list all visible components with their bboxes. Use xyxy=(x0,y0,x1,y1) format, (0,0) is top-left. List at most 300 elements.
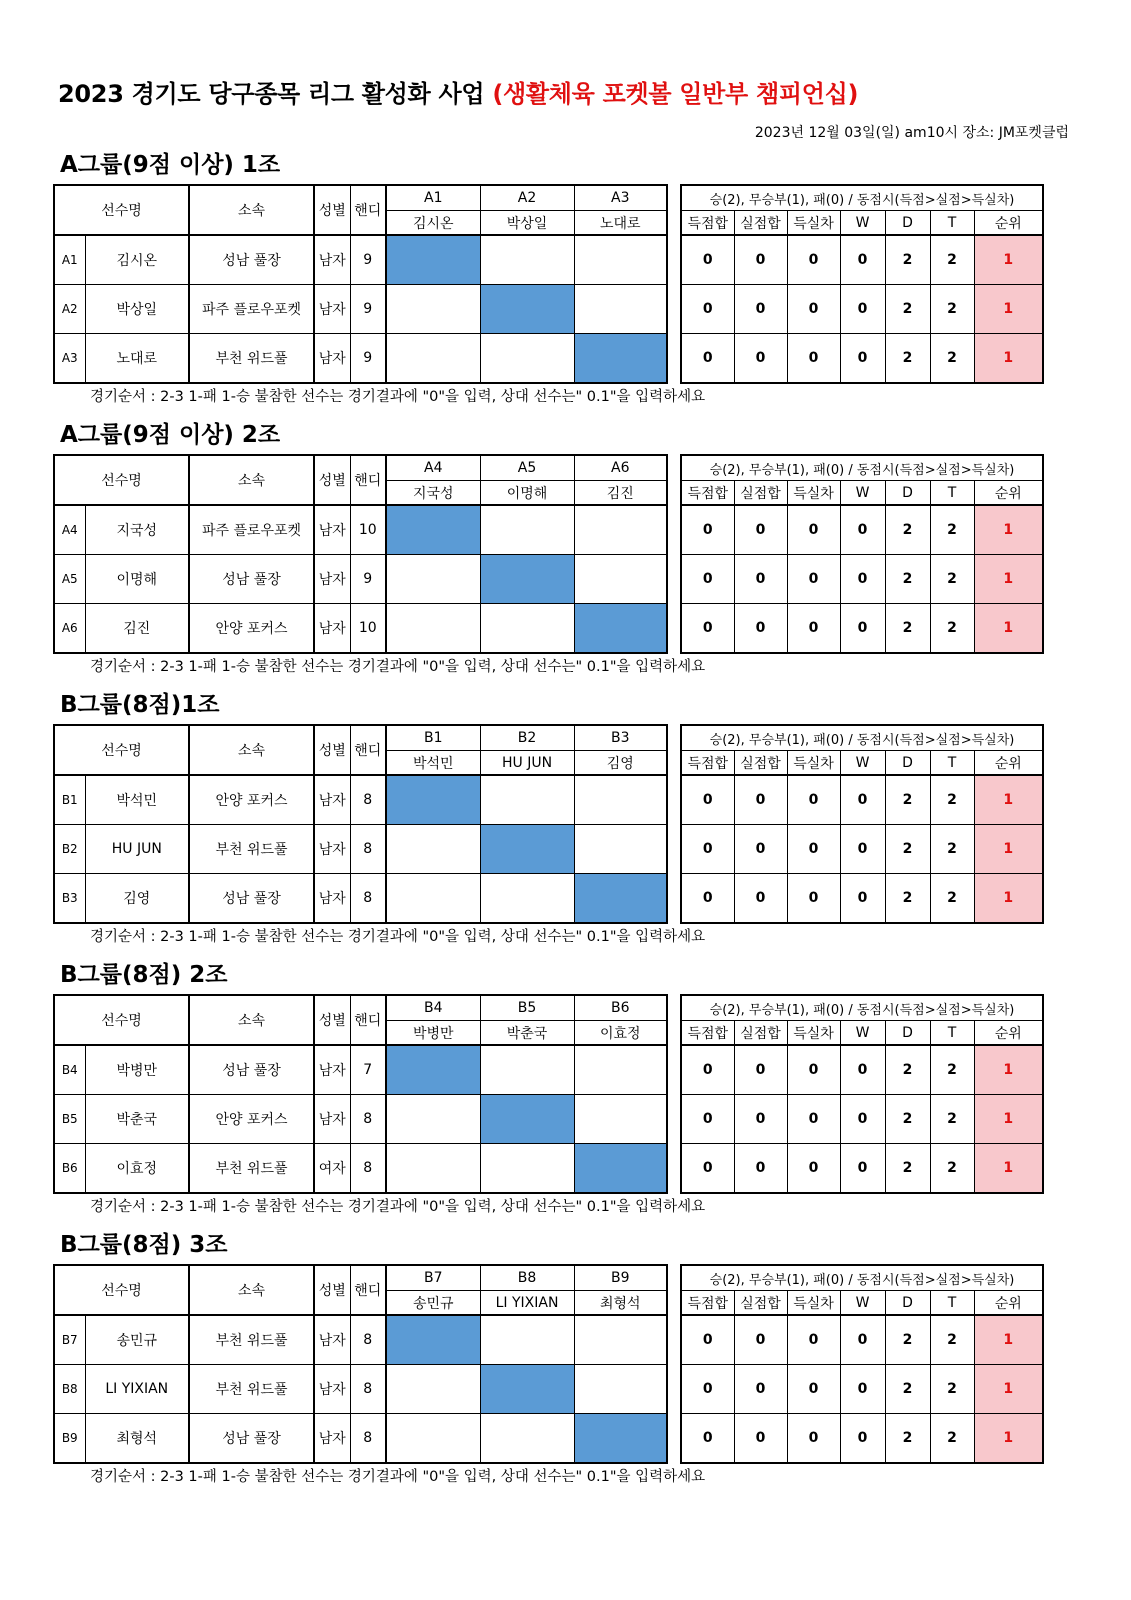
match-result-cell[interactable] xyxy=(386,285,480,334)
match-result-cell[interactable] xyxy=(480,1045,574,1095)
point-diff: 0 xyxy=(787,1365,840,1414)
player-name: 이효정 xyxy=(85,1144,189,1194)
draws: 2 xyxy=(885,285,930,334)
rank: 1 xyxy=(974,334,1043,384)
column-player-name: 김시온 xyxy=(386,211,480,236)
stats-row xyxy=(681,1095,1043,1144)
match-result-cell[interactable] xyxy=(480,604,574,654)
player-club: 성남 풀장 xyxy=(189,235,314,285)
wins: 0 xyxy=(840,334,885,384)
match-result-cell[interactable] xyxy=(574,825,667,874)
match-result-cell[interactable] xyxy=(480,1414,574,1464)
column-player-name: 이명해 xyxy=(480,481,574,506)
header-handicap: 핸디 xyxy=(350,995,386,1045)
points-against: 0 xyxy=(734,825,787,874)
header-total: T xyxy=(930,751,974,776)
rank: 1 xyxy=(974,825,1043,874)
draws: 2 xyxy=(885,1365,930,1414)
match-result-cell[interactable] xyxy=(480,505,574,555)
player-row xyxy=(54,775,667,825)
player-row xyxy=(54,874,667,924)
wins: 0 xyxy=(840,825,885,874)
draws: 2 xyxy=(885,775,930,825)
group-title: A그룹(9점 이상) 2조 xyxy=(60,422,281,448)
match-table xyxy=(53,994,668,1194)
self-match-cell xyxy=(574,1414,667,1464)
draws: 2 xyxy=(885,555,930,604)
player-name: 이명해 xyxy=(85,555,189,604)
points-against: 0 xyxy=(734,235,787,285)
header-point-diff: 득실차 xyxy=(787,751,840,776)
header-gender: 성별 xyxy=(314,725,350,775)
header-club: 소속 xyxy=(189,725,314,775)
header-gender: 성별 xyxy=(314,455,350,505)
point-diff: 0 xyxy=(787,235,840,285)
header-club: 소속 xyxy=(189,995,314,1045)
player-id: A6 xyxy=(54,604,85,654)
stats-row xyxy=(681,334,1043,384)
draws: 2 xyxy=(885,874,930,924)
header-points-against: 실점합 xyxy=(734,1021,787,1046)
point-diff: 0 xyxy=(787,874,840,924)
match-table xyxy=(53,184,668,384)
player-gender: 남자 xyxy=(314,775,350,825)
match-order-note: 경기순서 : 2-3 1-패 1-승 불참한 선수는 경기결과에 "0"을 입력, 상대 선수는" 0.1"을 입력하세요 xyxy=(90,1469,706,1485)
wins: 0 xyxy=(840,285,885,334)
header-rank: 순위 xyxy=(974,481,1043,506)
player-club: 성남 풀장 xyxy=(189,555,314,604)
header-name: 선수명 xyxy=(54,995,189,1045)
header-gender: 성별 xyxy=(314,185,350,235)
stats-row xyxy=(681,1365,1043,1414)
header-points-for: 득점합 xyxy=(681,211,734,236)
player-handicap: 8 xyxy=(350,1144,386,1194)
points-against: 0 xyxy=(734,1144,787,1194)
match-result-cell[interactable] xyxy=(386,334,480,384)
player-id: B5 xyxy=(54,1095,85,1144)
points-against: 0 xyxy=(734,555,787,604)
match-result-cell[interactable] xyxy=(574,1315,667,1365)
stats-row xyxy=(681,874,1043,924)
header-point-diff: 득실차 xyxy=(787,1021,840,1046)
point-diff: 0 xyxy=(787,285,840,334)
points-for: 0 xyxy=(681,1095,734,1144)
stats-table xyxy=(680,994,1044,1194)
stats-row xyxy=(681,285,1043,334)
points-against: 0 xyxy=(734,1365,787,1414)
header-handicap: 핸디 xyxy=(350,185,386,235)
match-result-cell[interactable] xyxy=(480,775,574,825)
column-player-name: 박석민 xyxy=(386,751,480,776)
draws: 2 xyxy=(885,235,930,285)
player-gender: 남자 xyxy=(314,235,350,285)
player-row xyxy=(54,1095,667,1144)
player-row xyxy=(54,604,667,654)
player-id: A2 xyxy=(54,285,85,334)
total: 2 xyxy=(930,1315,974,1365)
player-gender: 남자 xyxy=(314,1365,350,1414)
header-points-against: 실점합 xyxy=(734,751,787,776)
wins: 0 xyxy=(840,555,885,604)
page-title xyxy=(58,74,858,109)
column-player-name: 박상일 xyxy=(480,211,574,236)
points-for: 0 xyxy=(681,334,734,384)
draws: 2 xyxy=(885,1095,930,1144)
draws: 2 xyxy=(885,1045,930,1095)
stats-row xyxy=(681,505,1043,555)
rank: 1 xyxy=(974,505,1043,555)
stats-row xyxy=(681,604,1043,654)
column-player-name: 노대로 xyxy=(574,211,667,236)
point-diff: 0 xyxy=(787,1414,840,1464)
wins: 0 xyxy=(840,1045,885,1095)
player-name: 김진 xyxy=(85,604,189,654)
match-order-note: 경기순서 : 2-3 1-패 1-승 불참한 선수는 경기결과에 "0"을 입력, 상대 선수는" 0.1"을 입력하세요 xyxy=(90,389,706,405)
total: 2 xyxy=(930,1414,974,1464)
header-points-for: 득점합 xyxy=(681,481,734,506)
self-match-cell xyxy=(574,874,667,924)
match-result-cell[interactable] xyxy=(480,1315,574,1365)
match-result-cell[interactable] xyxy=(574,285,667,334)
rank: 1 xyxy=(974,1365,1043,1414)
player-handicap: 8 xyxy=(350,1095,386,1144)
wins: 0 xyxy=(840,1365,885,1414)
stats-row xyxy=(681,235,1043,285)
player-club: 안양 포커스 xyxy=(189,1095,314,1144)
player-club: 성남 풀장 xyxy=(189,1414,314,1464)
player-row xyxy=(54,505,667,555)
player-club: 부천 위드풀 xyxy=(189,1365,314,1414)
player-gender: 남자 xyxy=(314,1315,350,1365)
rank: 1 xyxy=(974,1095,1043,1144)
header-wins: W xyxy=(840,211,885,236)
points-against: 0 xyxy=(734,334,787,384)
stats-row xyxy=(681,1045,1043,1095)
scoring-rule: 승(2), 무승부(1), 패(0) / 동점시(득점>실점>득실차) xyxy=(681,455,1043,481)
points-for: 0 xyxy=(681,874,734,924)
player-row xyxy=(54,235,667,285)
point-diff: 0 xyxy=(787,1315,840,1365)
point-diff: 0 xyxy=(787,334,840,384)
wins: 0 xyxy=(840,775,885,825)
player-id: B4 xyxy=(54,1045,85,1095)
rank: 1 xyxy=(974,1414,1043,1464)
self-match-cell xyxy=(386,235,480,285)
match-result-cell[interactable] xyxy=(574,505,667,555)
rank: 1 xyxy=(974,1144,1043,1194)
self-match-cell xyxy=(574,604,667,654)
player-name: 최형석 xyxy=(85,1414,189,1464)
stats-row xyxy=(681,775,1043,825)
player-name: LI YIXIAN xyxy=(85,1365,189,1414)
total: 2 xyxy=(930,874,974,924)
group-title: B그룹(8점) 2조 xyxy=(60,962,228,988)
player-gender: 남자 xyxy=(314,1095,350,1144)
stats-table xyxy=(680,184,1044,384)
player-id: B3 xyxy=(54,874,85,924)
player-gender: 남자 xyxy=(314,604,350,654)
player-handicap: 8 xyxy=(350,874,386,924)
player-handicap: 8 xyxy=(350,1365,386,1414)
header-handicap: 핸디 xyxy=(350,1265,386,1315)
point-diff: 0 xyxy=(787,1095,840,1144)
header-total: T xyxy=(930,211,974,236)
player-row xyxy=(54,1315,667,1365)
scoring-rule: 승(2), 무승부(1), 패(0) / 동점시(득점>실점>득실차) xyxy=(681,1265,1043,1291)
column-player-name: HU JUN xyxy=(480,751,574,776)
player-id: B6 xyxy=(54,1144,85,1194)
player-club: 부천 위드풀 xyxy=(189,1144,314,1194)
rank: 1 xyxy=(974,1045,1043,1095)
match-result-cell[interactable] xyxy=(386,555,480,604)
match-table xyxy=(53,724,668,924)
column-player-id: A1 xyxy=(386,185,480,211)
column-player-name: 김진 xyxy=(574,481,667,506)
point-diff: 0 xyxy=(787,1144,840,1194)
point-diff: 0 xyxy=(787,775,840,825)
player-row xyxy=(54,555,667,604)
column-player-id: A5 xyxy=(480,455,574,481)
points-for: 0 xyxy=(681,1144,734,1194)
match-result-cell[interactable] xyxy=(386,1414,480,1464)
match-result-cell[interactable] xyxy=(480,874,574,924)
points-against: 0 xyxy=(734,775,787,825)
rank: 1 xyxy=(974,285,1043,334)
player-row xyxy=(54,1365,667,1414)
draws: 2 xyxy=(885,334,930,384)
point-diff: 0 xyxy=(787,555,840,604)
player-name: 박석민 xyxy=(85,775,189,825)
header-total: T xyxy=(930,1021,974,1046)
match-result-cell[interactable] xyxy=(386,1144,480,1194)
match-result-cell[interactable] xyxy=(480,334,574,384)
self-match-cell xyxy=(480,555,574,604)
match-result-cell[interactable] xyxy=(386,825,480,874)
player-club: 파주 플로우포켓 xyxy=(189,285,314,334)
header-name: 선수명 xyxy=(54,455,189,505)
self-match-cell xyxy=(386,505,480,555)
point-diff: 0 xyxy=(787,505,840,555)
player-id: B1 xyxy=(54,775,85,825)
player-gender: 남자 xyxy=(314,874,350,924)
player-row xyxy=(54,1045,667,1095)
stats-row xyxy=(681,555,1043,604)
points-for: 0 xyxy=(681,505,734,555)
header-points-for: 득점합 xyxy=(681,1021,734,1046)
draws: 2 xyxy=(885,825,930,874)
column-player-id: B7 xyxy=(386,1265,480,1291)
self-match-cell xyxy=(574,334,667,384)
column-player-name: 박춘국 xyxy=(480,1021,574,1046)
header-handicap: 핸디 xyxy=(350,455,386,505)
match-result-cell[interactable] xyxy=(480,235,574,285)
player-club: 부천 위드풀 xyxy=(189,825,314,874)
points-for: 0 xyxy=(681,825,734,874)
header-name: 선수명 xyxy=(54,725,189,775)
header-points-against: 실점합 xyxy=(734,211,787,236)
match-result-cell[interactable] xyxy=(574,1045,667,1095)
match-table xyxy=(53,454,668,654)
player-id: A4 xyxy=(54,505,85,555)
column-player-id: B2 xyxy=(480,725,574,751)
match-result-cell[interactable] xyxy=(574,555,667,604)
total: 2 xyxy=(930,334,974,384)
self-match-cell xyxy=(574,1144,667,1194)
player-name: HU JUN xyxy=(85,825,189,874)
self-match-cell xyxy=(480,285,574,334)
points-for: 0 xyxy=(681,235,734,285)
points-against: 0 xyxy=(734,874,787,924)
player-name: 김영 xyxy=(85,874,189,924)
rank: 1 xyxy=(974,874,1043,924)
player-handicap: 9 xyxy=(350,285,386,334)
points-for: 0 xyxy=(681,775,734,825)
group-title: B그룹(8점) 3조 xyxy=(60,1232,228,1258)
points-for: 0 xyxy=(681,1315,734,1365)
column-player-id: B9 xyxy=(574,1265,667,1291)
self-match-cell xyxy=(386,1315,480,1365)
column-player-name: 최형석 xyxy=(574,1291,667,1316)
wins: 0 xyxy=(840,874,885,924)
wins: 0 xyxy=(840,1095,885,1144)
draws: 2 xyxy=(885,604,930,654)
player-row xyxy=(54,1144,667,1194)
rank: 1 xyxy=(974,1315,1043,1365)
header-wins: W xyxy=(840,1291,885,1316)
column-player-id: B4 xyxy=(386,995,480,1021)
match-result-cell[interactable] xyxy=(574,235,667,285)
total: 2 xyxy=(930,1144,974,1194)
points-for: 0 xyxy=(681,604,734,654)
wins: 0 xyxy=(840,1414,885,1464)
point-diff: 0 xyxy=(787,1045,840,1095)
scoring-rule: 승(2), 무승부(1), 패(0) / 동점시(득점>실점>득실차) xyxy=(681,725,1043,751)
match-result-cell[interactable] xyxy=(386,1365,480,1414)
header-draws: D xyxy=(885,1021,930,1046)
points-for: 0 xyxy=(681,1365,734,1414)
player-id: B7 xyxy=(54,1315,85,1365)
points-for: 0 xyxy=(681,555,734,604)
header-points-for: 득점합 xyxy=(681,1291,734,1316)
player-name: 지국성 xyxy=(85,505,189,555)
player-club: 파주 플로우포켓 xyxy=(189,505,314,555)
self-match-cell xyxy=(480,825,574,874)
points-against: 0 xyxy=(734,285,787,334)
header-draws: D xyxy=(885,211,930,236)
match-result-cell[interactable] xyxy=(574,1365,667,1414)
player-id: A3 xyxy=(54,334,85,384)
group-title: A그룹(9점 이상) 1조 xyxy=(60,152,281,178)
header-point-diff: 득실차 xyxy=(787,1291,840,1316)
points-for: 0 xyxy=(681,285,734,334)
player-handicap: 9 xyxy=(350,334,386,384)
stats-table xyxy=(680,724,1044,924)
player-club: 성남 풀장 xyxy=(189,874,314,924)
wins: 0 xyxy=(840,235,885,285)
column-player-id: A6 xyxy=(574,455,667,481)
match-result-cell[interactable] xyxy=(386,604,480,654)
header-points-for: 득점합 xyxy=(681,751,734,776)
header-rank: 순위 xyxy=(974,1291,1043,1316)
self-match-cell xyxy=(386,1045,480,1095)
match-result-cell[interactable] xyxy=(386,874,480,924)
player-gender: 남자 xyxy=(314,555,350,604)
total: 2 xyxy=(930,285,974,334)
points-against: 0 xyxy=(734,1045,787,1095)
player-club: 안양 포커스 xyxy=(189,604,314,654)
player-handicap: 7 xyxy=(350,1045,386,1095)
column-player-name: LI YIXIAN xyxy=(480,1291,574,1316)
points-against: 0 xyxy=(734,1414,787,1464)
column-player-id: B6 xyxy=(574,995,667,1021)
total: 2 xyxy=(930,775,974,825)
header-points-against: 실점합 xyxy=(734,1291,787,1316)
wins: 0 xyxy=(840,1144,885,1194)
points-for: 0 xyxy=(681,1045,734,1095)
header-total: T xyxy=(930,481,974,506)
point-diff: 0 xyxy=(787,825,840,874)
header-point-diff: 득실차 xyxy=(787,211,840,236)
match-result-cell[interactable] xyxy=(386,1095,480,1144)
header-draws: D xyxy=(885,751,930,776)
player-id: B9 xyxy=(54,1414,85,1464)
column-player-id: B1 xyxy=(386,725,480,751)
player-handicap: 8 xyxy=(350,1414,386,1464)
draws: 2 xyxy=(885,1315,930,1365)
stats-table xyxy=(680,454,1044,654)
header-draws: D xyxy=(885,481,930,506)
header-point-diff: 득실차 xyxy=(787,481,840,506)
player-row xyxy=(54,285,667,334)
player-club: 안양 포커스 xyxy=(189,775,314,825)
match-result-cell[interactable] xyxy=(574,775,667,825)
player-handicap: 8 xyxy=(350,1315,386,1365)
header-points-against: 실점합 xyxy=(734,481,787,506)
player-handicap: 10 xyxy=(350,505,386,555)
header-name: 선수명 xyxy=(54,1265,189,1315)
player-id: B8 xyxy=(54,1365,85,1414)
player-row xyxy=(54,825,667,874)
total: 2 xyxy=(930,604,974,654)
player-club: 부천 위드풀 xyxy=(189,334,314,384)
player-club: 성남 풀장 xyxy=(189,1045,314,1095)
player-gender: 남자 xyxy=(314,1045,350,1095)
total: 2 xyxy=(930,1095,974,1144)
total: 2 xyxy=(930,505,974,555)
match-result-cell[interactable] xyxy=(574,1095,667,1144)
match-order-note: 경기순서 : 2-3 1-패 1-승 불참한 선수는 경기결과에 "0"을 입력, 상대 선수는" 0.1"을 입력하세요 xyxy=(90,1199,706,1215)
player-gender: 여자 xyxy=(314,1144,350,1194)
self-match-cell xyxy=(386,775,480,825)
player-gender: 남자 xyxy=(314,1414,350,1464)
column-player-name: 송민규 xyxy=(386,1291,480,1316)
header-total: T xyxy=(930,1291,974,1316)
player-name: 박상일 xyxy=(85,285,189,334)
column-player-name: 김영 xyxy=(574,751,667,776)
match-order-note: 경기순서 : 2-3 1-패 1-승 불참한 선수는 경기결과에 "0"을 입력, 상대 선수는" 0.1"을 입력하세요 xyxy=(90,659,706,675)
stats-row xyxy=(681,1315,1043,1365)
wins: 0 xyxy=(840,604,885,654)
self-match-cell xyxy=(480,1095,574,1144)
header-gender: 성별 xyxy=(314,1265,350,1315)
header-name: 선수명 xyxy=(54,185,189,235)
rank: 1 xyxy=(974,235,1043,285)
match-result-cell[interactable] xyxy=(480,1144,574,1194)
total: 2 xyxy=(930,555,974,604)
player-handicap: 9 xyxy=(350,235,386,285)
header-club: 소속 xyxy=(189,455,314,505)
player-name: 박병만 xyxy=(85,1045,189,1095)
